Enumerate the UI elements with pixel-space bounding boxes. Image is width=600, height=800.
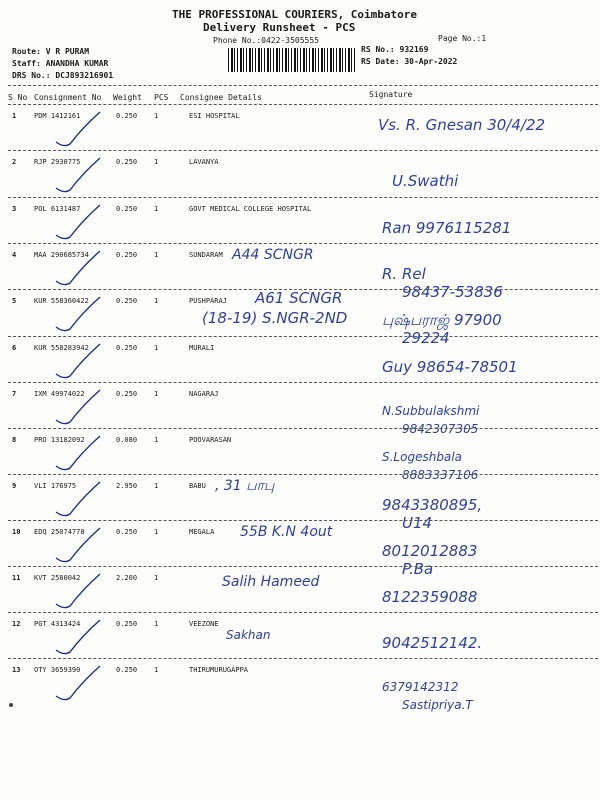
row-pcs: 1 bbox=[154, 205, 159, 213]
row-consignment-no: PGT 4313424 bbox=[34, 620, 81, 628]
row-consignee: LAVANYA bbox=[189, 158, 219, 166]
row-weight: 0.250 bbox=[116, 666, 138, 674]
route-label: Route: V R PURAM bbox=[12, 47, 90, 56]
col-consignee: Consignee Details bbox=[180, 93, 262, 102]
handwritten-address: (18-19) S.NGR-2ND bbox=[202, 309, 348, 327]
delivery-tick-mark bbox=[48, 432, 108, 476]
handwritten-address: Sakhan bbox=[226, 628, 271, 642]
row-divider bbox=[8, 289, 598, 290]
column-divider bbox=[8, 104, 598, 105]
signature-text: 9843380895, bbox=[382, 496, 483, 514]
row-consignee: THIRUMURUGAPPA bbox=[189, 666, 249, 674]
row-sno: 4 bbox=[12, 251, 17, 259]
row-pcs: 1 bbox=[154, 112, 159, 120]
row-consignee: POOVARASAN bbox=[189, 436, 232, 444]
header-divider bbox=[8, 85, 598, 86]
row-consignment-no: KUR 558283942 bbox=[34, 344, 89, 352]
delivery-tick-mark bbox=[48, 247, 108, 291]
signature-text: புஷ்பராஜ் 97900 bbox=[382, 311, 502, 329]
row-pcs: 1 bbox=[154, 666, 159, 674]
signature-text: P.Ba bbox=[402, 560, 434, 578]
row-sno: 13 bbox=[12, 666, 21, 674]
row-divider bbox=[8, 197, 598, 198]
row-consignment-no: PRO 13182092 bbox=[34, 436, 85, 444]
staff-label: Staff: ANANDHA KUMAR bbox=[12, 59, 109, 68]
delivery-tick-mark bbox=[48, 616, 108, 660]
row-pcs: 1 bbox=[154, 390, 159, 398]
row-consignment-no: VLI 176975 bbox=[34, 482, 77, 490]
row-pcs: 1 bbox=[154, 528, 159, 536]
row-sno: 7 bbox=[12, 390, 17, 398]
signature-text: 6379142312 bbox=[382, 680, 459, 694]
row-sno: 2 bbox=[12, 158, 17, 166]
row-pcs: 1 bbox=[154, 297, 159, 305]
row-divider bbox=[8, 428, 598, 429]
row-consignee: VEEZONE bbox=[189, 620, 219, 628]
delivery-tick-mark bbox=[48, 478, 108, 522]
row-sno: 3 bbox=[12, 205, 17, 213]
row-divider bbox=[8, 336, 598, 337]
handwritten-address: A61 SCNGR bbox=[255, 289, 343, 307]
col-signature: Signature bbox=[369, 90, 413, 99]
row-weight: 2.200 bbox=[116, 574, 138, 582]
row-consignee: ESI HOSPITAL bbox=[189, 112, 240, 120]
row-divider bbox=[8, 150, 598, 151]
signature-text: 8883337106 bbox=[402, 468, 479, 482]
signature-text: U.Swathi bbox=[392, 172, 459, 190]
signature-text: S.Logeshbala bbox=[382, 450, 462, 464]
row-sno: 1 bbox=[12, 112, 17, 120]
row-consignee: SUNDARAM bbox=[189, 251, 223, 259]
col-weight: Weight bbox=[113, 93, 142, 102]
row-divider bbox=[8, 243, 598, 244]
row-consignee: BABU bbox=[189, 482, 206, 490]
row-divider bbox=[8, 612, 598, 613]
phone-number: Phone No.:0422-3505555 bbox=[213, 36, 319, 45]
signature-text: N.Subbulakshmi bbox=[382, 404, 480, 418]
row-divider bbox=[8, 520, 598, 521]
row-consignee: MURALI bbox=[189, 344, 215, 352]
row-weight: 0.250 bbox=[116, 528, 138, 536]
row-pcs: 1 bbox=[154, 436, 159, 444]
company-name: THE PROFESSIONAL COURIERS, Coimbatore bbox=[172, 8, 418, 21]
page-number: Page No.:1 bbox=[438, 34, 487, 43]
handwritten-address: , 31 பாபு bbox=[215, 478, 275, 494]
signature-text: 29224 bbox=[402, 329, 450, 347]
row-sno: 8 bbox=[12, 436, 17, 444]
row-divider bbox=[8, 382, 598, 383]
row-sno: 6 bbox=[12, 344, 17, 352]
signature-text: Ran 9976115281 bbox=[382, 219, 512, 237]
row-weight: 0.250 bbox=[116, 297, 138, 305]
row-sno: 9 bbox=[12, 482, 17, 490]
row-sno: 10 bbox=[12, 528, 21, 536]
row-consignment-no: MAA 290685734 bbox=[34, 251, 89, 259]
signature-text: 8012012883 bbox=[382, 542, 478, 560]
row-consignee: NAGARAJ bbox=[189, 390, 219, 398]
row-consignment-no: KUR 558360422 bbox=[34, 297, 89, 305]
row-pcs: 1 bbox=[154, 620, 159, 628]
delivery-tick-mark bbox=[48, 201, 108, 245]
drs-number: DRS No.: DCJ893216901 bbox=[12, 71, 114, 80]
col-pcs: PCS bbox=[154, 93, 169, 102]
signature-text: 8122359088 bbox=[382, 588, 478, 606]
punch-mark bbox=[9, 703, 13, 707]
runsheet-title: Delivery Runsheet - PCS bbox=[203, 21, 356, 34]
row-sno: 5 bbox=[12, 297, 17, 305]
row-weight: 0.080 bbox=[116, 436, 138, 444]
row-pcs: 1 bbox=[154, 158, 159, 166]
handwritten-address: Salih Hameed bbox=[222, 574, 320, 590]
delivery-tick-mark bbox=[48, 524, 108, 568]
row-consignee: MEGALA bbox=[189, 528, 215, 536]
signature-text: 98437-53836 bbox=[402, 283, 503, 301]
row-weight: 2.950 bbox=[116, 482, 138, 490]
row-consignment-no: EDQ 25074778 bbox=[34, 528, 85, 536]
row-consignment-no: IXM 49974022 bbox=[34, 390, 85, 398]
delivery-tick-mark bbox=[48, 570, 108, 614]
signature-text: R. Rel bbox=[382, 265, 426, 283]
rs-number: RS No.: 932169 bbox=[361, 45, 429, 54]
row-weight: 0.250 bbox=[116, 390, 138, 398]
row-pcs: 1 bbox=[154, 251, 159, 259]
delivery-tick-mark bbox=[48, 662, 108, 706]
row-sno: 12 bbox=[12, 620, 21, 628]
row-divider bbox=[8, 658, 598, 659]
row-consignment-no: OTY 3659390 bbox=[34, 666, 81, 674]
row-consignee: PUSHPARAJ bbox=[189, 297, 227, 305]
delivery-tick-mark bbox=[48, 293, 108, 337]
col-consignment: Consignment No bbox=[34, 93, 102, 102]
row-weight: 0.250 bbox=[116, 251, 138, 259]
signature-text: Vs. R. Gnesan 30/4/22 bbox=[378, 116, 546, 134]
row-divider bbox=[8, 566, 598, 567]
row-consignment-no: POL 6131487 bbox=[34, 205, 81, 213]
delivery-tick-mark bbox=[48, 154, 108, 198]
row-pcs: 1 bbox=[154, 344, 159, 352]
handwritten-address: 55B K.N 4out bbox=[240, 524, 333, 540]
delivery-tick-mark bbox=[48, 340, 108, 384]
row-pcs: 1 bbox=[154, 482, 159, 490]
row-divider bbox=[8, 474, 598, 475]
delivery-tick-mark bbox=[48, 386, 108, 430]
handwritten-address: A44 SCNGR bbox=[232, 247, 314, 263]
row-weight: 0.250 bbox=[116, 158, 138, 166]
rs-date: RS Date: 30-Apr-2022 bbox=[361, 57, 458, 66]
row-consignment-no: KVT 2580042 bbox=[34, 574, 81, 582]
signature-text: Sastipriya.T bbox=[402, 698, 473, 712]
row-weight: 0.250 bbox=[116, 620, 138, 628]
signature-text: 9042512142. bbox=[382, 634, 483, 652]
col-sno: S No bbox=[8, 93, 28, 102]
row-sno: 11 bbox=[12, 574, 21, 582]
row-consignee: GOVT MEDICAL COLLEGE HOSPITAL bbox=[189, 205, 312, 213]
row-weight: 0.250 bbox=[116, 205, 138, 213]
signature-text: 9842307305 bbox=[402, 422, 479, 436]
row-pcs: 1 bbox=[154, 574, 159, 582]
row-consignment-no: PDM 1412161 bbox=[34, 112, 81, 120]
delivery-tick-mark bbox=[48, 108, 108, 152]
barcode bbox=[228, 48, 356, 72]
row-consignment-no: RJP 2930775 bbox=[34, 158, 81, 166]
signature-text: U14 bbox=[402, 514, 433, 532]
signature-text: Guy 98654-78501 bbox=[382, 358, 518, 376]
row-weight: 0.250 bbox=[116, 112, 138, 120]
row-weight: 0.250 bbox=[116, 344, 138, 352]
